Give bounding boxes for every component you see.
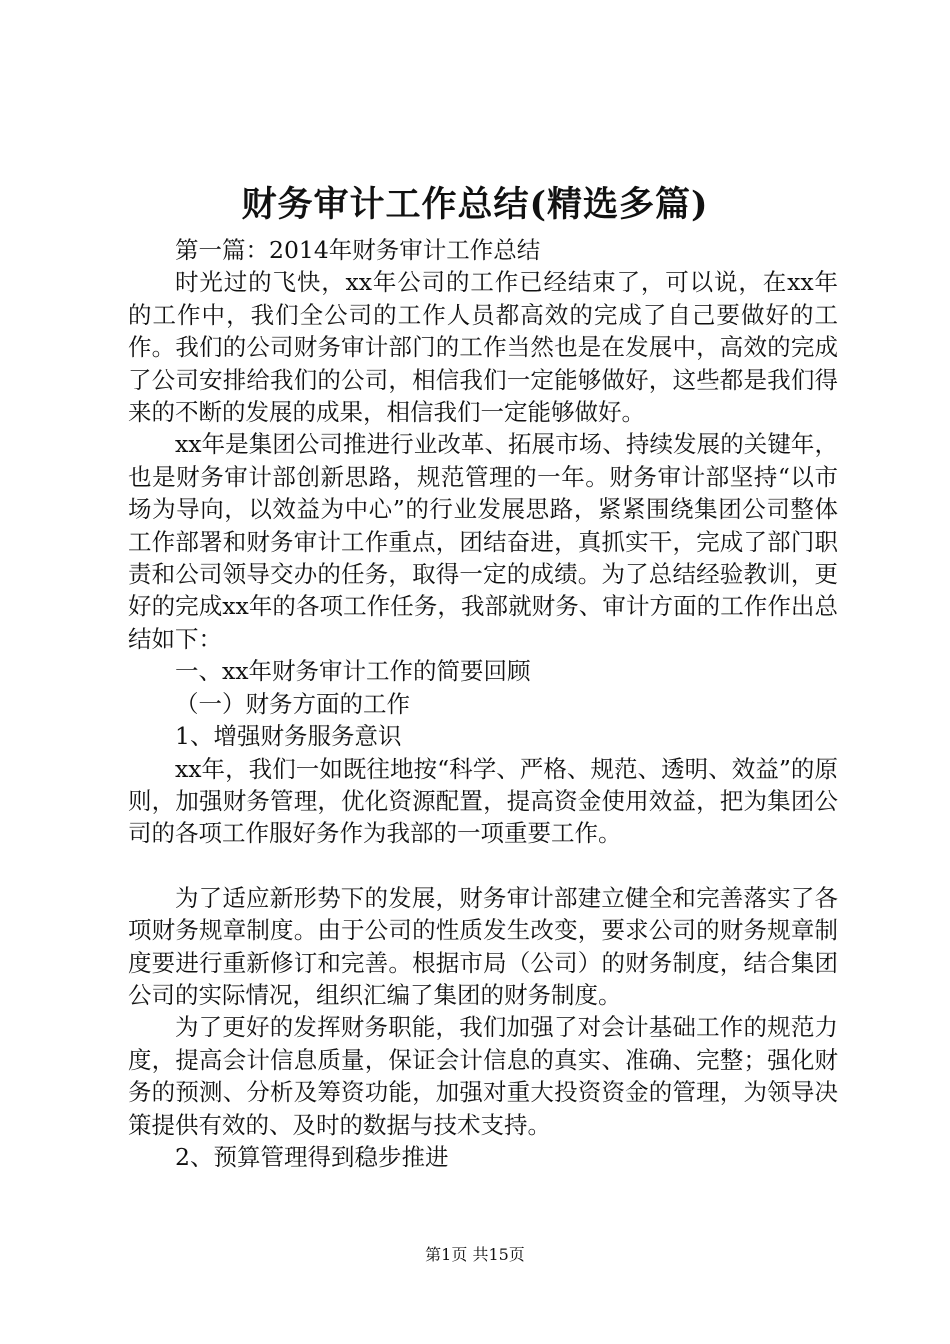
body-paragraph: 为了更好的发挥财务职能，我们加强了对会计基础工作的规范力度，提高会计信息质量，保证会计信息的真实、准确、完整；强化财务的预测、分析及筹资功能，加强对重大投资资金的管理，为领导决策提供有效的、及时的数据与技术支持。 [128,1013,838,1139]
section-heading: 一、xx年财务审计工作的简要回顾 [175,657,531,686]
item-heading: 1、增强财务服务意识 [175,722,402,751]
body-paragraph: 时光过的飞快，xx年公司的工作已经结束了，可以说，在xx年的工作中，我们全公司的工作人员都高效的完成了自己要做好的工作。我们的公司财务审计部门的工作当然也是在发展中，高效的完成了公司安排给我们的公司，相信我们一定能够做好，这些都是我们得来的不断的发展的成果，相信我们一定能够做好。 [128,268,838,427]
body-paragraph: 为了适应新形势下的发展，财务审计部建立健全和完善落实了各项财务规章制度。由于公司的性质发生改变，要求公司的财务规章制度要进行重新修订和完善。根据市局（公司）的财务制度，结合集团公司的实际情况，组织汇编了集团的财务制度。 [128,883,838,1009]
subsection-heading: （一）财务方面的工作 [175,689,410,718]
section-heading: 第一篇：2014年财务审计工作总结 [175,236,541,264]
page-number: 第1页 共15页 [425,1245,525,1264]
body-paragraph: xx年是集团公司推进行业改革、拓展市场、持续发展的关键年，也是财务审计部创新思路，规范管理的一年。财务审计部坚持“以市场为导向，以效益为中心”的行业发展思路，紧紧围绕集团公司整体工作部署和财务审计工作重点，团结奋进，真抓实干，完成了部门职责和公司领导交办的任务，取得一定的成绩。为了总结经验教训，更好的完成xx年的各项工作任务，我部就财务、审计方面的工作作出总结如下： [128,430,838,653]
item-heading: 2、预算管理得到稳步推进 [175,1142,449,1171]
document-body [128,234,838,1173]
body-paragraph: xx年，我们一如既往地按“科学、严格、规范、透明、效益”的原则，加强财务管理，优化资源配置，提高资金使用效益，把为集团公司的各项工作服好务作为我部的一项重要工作。 [128,754,838,848]
document-title: 财务审计工作总结(精选多篇) [241,184,709,225]
